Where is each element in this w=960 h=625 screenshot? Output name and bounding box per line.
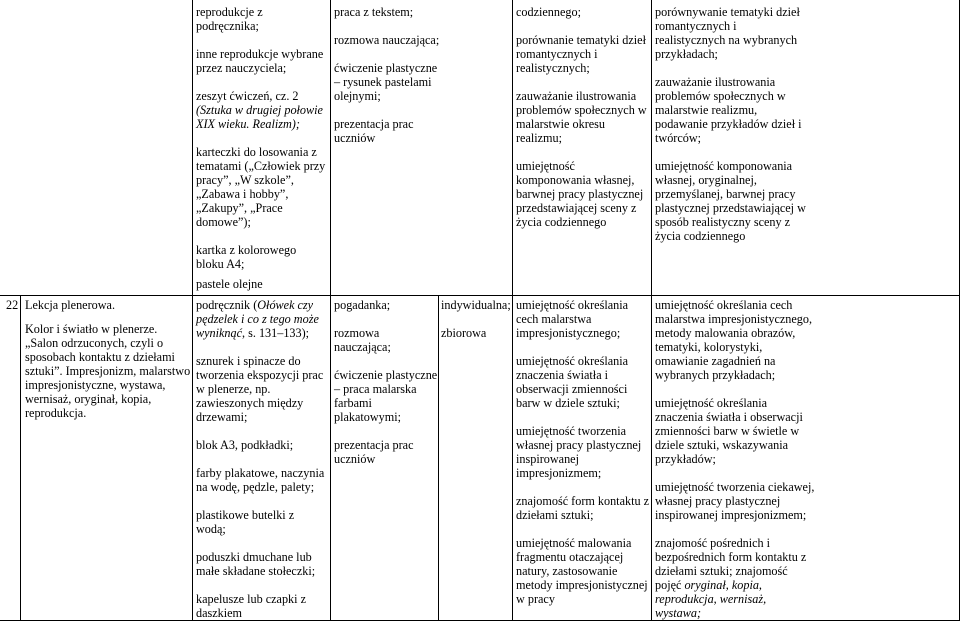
requirement-item: zauważanie ilustrowania problemów społecznych w malarstwie realizmu, podawanie przykładów dzieł i twórców; <box>655 75 802 145</box>
lesson-topic: Kolor i światło w plenerze. „Salon odrzuconych, czyli o sposobach kontaktu z dziełami sztuki”. Impresjonizm, malarstwo impresjonistyczne, wystawa, wernisaż, oryginał, kopia, reprodukcja. <box>25 322 191 420</box>
requirement-item: umiejętność określania cech malarstwa impresjonistycznego; <box>516 298 629 340</box>
requirement-item: zauważanie ilustrowania problemów społecznych w malarstwie okresu realizmu; <box>516 89 647 145</box>
lesson-title: Lekcja plenerowa. <box>25 298 116 312</box>
method-item: ćwiczenie plastyczne – praca malarska farbami plakatowymi; <box>334 368 438 424</box>
row22-basic-requirements-cell <box>516 298 650 606</box>
material-item: reprodukcje z podręcznika; <box>196 5 263 33</box>
material-item: inne reprodukcje wybrane przez nauczyciela; <box>196 47 324 75</box>
top-basic-requirements-cell <box>516 5 650 229</box>
requirement-item: umiejętność określania znaczenia światła i obserwacji zmienności barw w świetle w dziele sztuki, wskazywania przykładów; <box>655 396 803 466</box>
material-item: plastikowe butelki z wodą; <box>196 508 295 536</box>
method-item: praca z tekstem; <box>334 5 414 19</box>
method-item: rozmowa nauczająca; <box>334 33 440 47</box>
col-divider-number <box>20 296 21 621</box>
material-item: pastele olejne <box>196 277 263 291</box>
material-book: podręcznik (Ołówek czy pędzelek i co z tego może wyniknąć, s. 131–133); <box>196 298 319 340</box>
method-item: prezentacja prac uczniów <box>334 117 414 145</box>
requirement-item: umiejętność tworzenia ciekawej, własnej pracy plastycznej inspirowanej impresjonizmem; <box>655 480 815 522</box>
row22-forms-cell <box>441 298 511 340</box>
top-methods-cell <box>334 5 446 145</box>
table-bottom-border <box>0 620 960 621</box>
row22-extended-requirements-cell <box>655 298 815 620</box>
material-item: farby plakatowe, naczynia na wodę, pędzle, palety; <box>196 466 325 494</box>
table-row-divider <box>0 295 960 296</box>
method-item: prezentacja prac uczniów <box>334 438 414 466</box>
row22-materials-cell <box>196 298 326 620</box>
material-item: kartka z kolorowego bloku A4; <box>196 243 297 271</box>
material-item: karteczki do losowania z tematami („Człowiek przy pracy”, „W szkole”, „Zabawa i hobby”, „Zakupy”, „Prace domowe”); <box>196 145 326 229</box>
col-divider-forms <box>512 0 513 621</box>
material-item-italic: (Sztuka w drugiej połowie XIX wieku. Realizm); <box>196 103 323 131</box>
method-item: rozmowa nauczająca; <box>334 326 391 354</box>
col-divider-methods <box>438 296 439 621</box>
requirement-item: umiejętność określania znaczenia światła i obserwacji zmienności barw w dziele sztuki; <box>516 354 629 410</box>
requirement-item: porównywanie tematyki dzieł romantycznych i realistycznych na wybranych przykładach; <box>655 5 800 61</box>
method-item: pogadanka; <box>334 298 391 312</box>
form-item: indywidualna; <box>441 298 511 312</box>
col-divider-requirements <box>651 0 652 621</box>
requirement-item: umiejętność malowania fragmentu otaczającej natury, zastosowanie metody impresjonistycznej w pracy <box>516 536 648 606</box>
col-divider-lesson <box>192 0 193 621</box>
requirement-item: umiejętność tworzenia własnej pracy plastycznej inspirowanej impresjonizmem; <box>516 424 642 480</box>
material-item: kapelusze lub czapki z daszkiem <box>196 592 306 620</box>
requirement-item: umiejętność komponowania własnej, barwnej pracy plastycznej przedstawiającej sceny z życia codziennego <box>516 159 644 229</box>
material-item: poduszki dmuchane lub małe składane stołeczki; <box>196 550 316 578</box>
requirement-item: umiejętność komponowania własnej, oryginalnej, przemyślanej, barwnej pracy plastycznej przedstawiającej w sposób realistyczny sceny z życia codziennego <box>655 159 806 243</box>
top-materials-cell <box>196 5 326 291</box>
requirement-item: znajomość pośrednich i bezpośrednich form kontaktu z dziełami sztuki; znajomość pojęć oryginał, kopia, reprodukcja, wernisaż, wystawa; <box>655 536 807 620</box>
requirement-item: znajomość form kontaktu z dziełami sztuki; <box>516 494 650 522</box>
col-divider-materials <box>330 0 331 621</box>
lesson-number: 22 <box>6 298 19 312</box>
material-item: blok A3, podkładki; <box>196 438 294 452</box>
top-extended-requirements-cell <box>655 5 807 243</box>
material-item: sznurek i spinacze do tworzenia ekspozycji prac w plenerze, np. zawieszonych między drzewami; <box>196 354 324 424</box>
material-item: zeszyt ćwiczeń, cz. 2 <box>196 89 299 103</box>
requirement-item: umiejętność określania cech malarstwa impresjonistycznego, metody malowania obrazów, tematyki, kolorystyki, omawianie zagadnień na wybranych przykładach; <box>655 298 813 382</box>
requirement-item: codziennego; <box>516 5 581 19</box>
row22-methods-cell <box>334 298 438 466</box>
method-item: ćwiczenie plastyczne – rysunek pastelami olejnymi; <box>334 61 438 103</box>
requirement-item: porównanie tematyki dzieł romantycznych i realistycznych; <box>516 33 646 75</box>
form-item: zbiorowa <box>441 326 487 340</box>
lesson-title-cell <box>25 298 191 420</box>
